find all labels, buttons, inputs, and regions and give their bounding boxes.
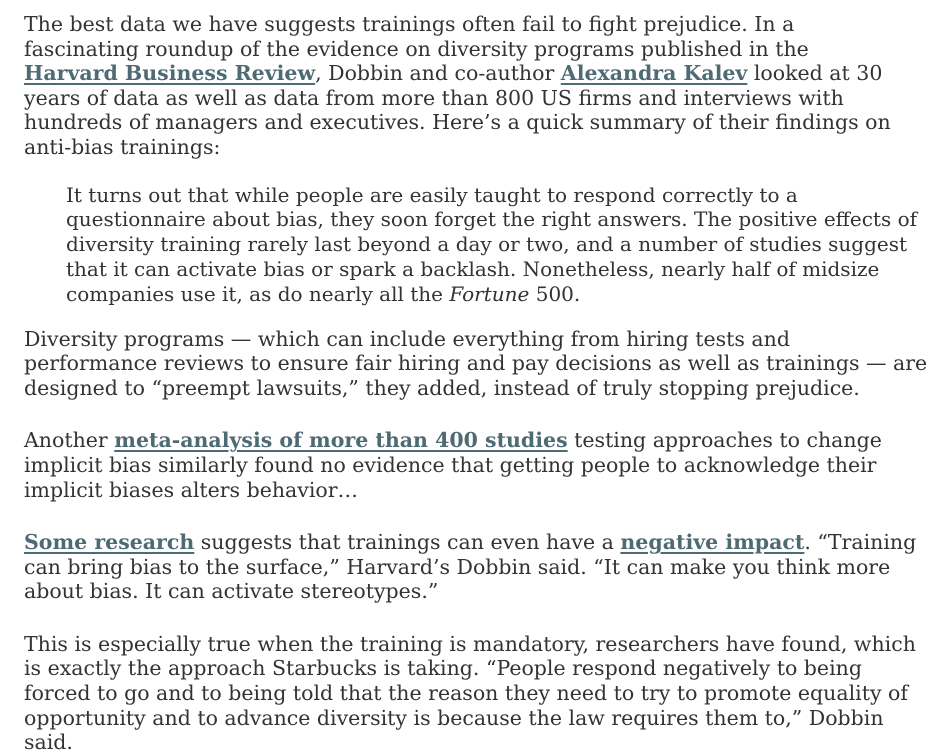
research-text-2: . “Training can bring bias to the surface,” Harvard’s Dobbin said. “It can make you think more about bias. It can activate stereotypes.” bbox=[24, 530, 917, 604]
paragraph-meta-analysis bbox=[24, 428, 929, 502]
link-negative-impact[interactable]: negative impact bbox=[620, 530, 805, 555]
link-meta-analysis[interactable]: meta-analysis of more than 400 studies bbox=[114, 428, 568, 453]
blockquote bbox=[66, 183, 942, 307]
link-harvard-business-review[interactable]: Harvard Business Review bbox=[24, 61, 316, 86]
quote-text-1: It turns out that while people are easily taught to respond correctly to a questionnaire about bias, they soon forget the right answers. The positive effects of diversity training rarely last beyond a day or two, and a number of studies suggest that it can activate bias or spark a backlash. Nonetheless, nearly half of midsize companies use it, as do nearly all the bbox=[66, 182, 918, 306]
paragraph-some-research bbox=[24, 530, 929, 604]
intro-text-1: The best data we have suggests trainings often fail to fight prejudice. In a fascinating roundup of the evidence on diversity programs published in the bbox=[24, 12, 809, 61]
meta-text-2: testing approaches to change implicit bias similarly found no evidence that getting people to acknowledge their implicit biases alters behavior… bbox=[24, 428, 882, 502]
paragraph-mandatory-training: This is especially true when the training is mandatory, researchers have found, which is exactly the approach Starbucks is taking. “People respond negatively to being forced to go and to being told that the reason they need to try to promote equality of opportunity and to advance diversity is because the law requires them to,” Dobbin said. bbox=[24, 631, 916, 755]
link-alexandra-kalev[interactable]: Alexandra Kalev bbox=[560, 61, 748, 86]
research-text-1: suggests that trainings can even have a bbox=[194, 530, 621, 555]
quote-fortune-italic: Fortune bbox=[449, 281, 530, 306]
intro-text-2: , Dobbin and co-author bbox=[315, 61, 561, 86]
intro-text-3: looked at 30 years of data as well as data from more than 800 US firms and interviews with hundreds of managers and executives. Here’s a quick summary of their findings on anti-bias trainings: bbox=[24, 61, 891, 159]
quote-text-2: 500. bbox=[529, 281, 581, 306]
link-some-research[interactable]: Some research bbox=[24, 530, 195, 555]
meta-text-1: Another bbox=[24, 428, 115, 453]
article-body bbox=[24, 12, 942, 755]
paragraph-intro bbox=[24, 12, 894, 160]
paragraph-diversity-programs: Diversity programs — which can include everything from hiring tests and performance reviews to ensure fair hiring and pay decisions as well as trainings — are designed to “preempt lawsuits,” they added, instead of truly stopping prejudice. bbox=[24, 326, 928, 400]
